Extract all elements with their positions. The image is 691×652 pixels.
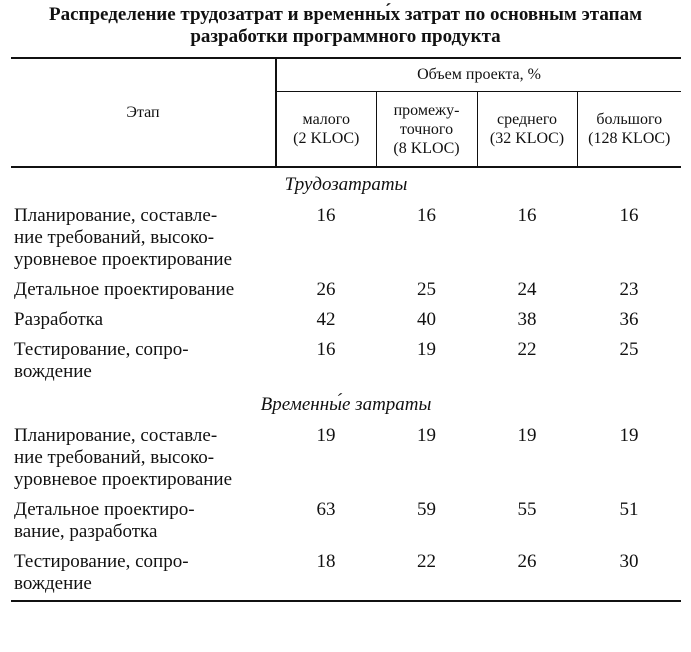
header-row-top [11,58,681,92]
size-header-line: промежу- [393,101,460,119]
value-cell: 16 [316,339,336,360]
table-title-line-2: разработки программного продукта [190,26,501,47]
stage-line: уровневое проектирование [14,469,233,490]
value-cell: 59 [417,499,436,520]
section-title: Временны́е затраты [260,394,432,415]
value-cell: 16 [517,205,537,226]
table-row [11,496,681,548]
size-header-line: малого [302,111,350,128]
size-header-line: большого [596,111,663,128]
size-header-medium [477,92,577,168]
size-header-line: точного [399,120,454,138]
value-cell: 23 [619,279,639,300]
value-cell: 16 [417,205,436,226]
value-cell: 19 [316,425,336,446]
size-header-large [577,92,681,168]
table-row [11,422,681,496]
project-volume-header: Объем проекта, % [276,58,681,92]
stage-cell [11,202,276,276]
value-cell: 30 [577,548,681,601]
stage-line: вождение [14,573,92,594]
stage-line: Детальное проектирование [14,279,235,300]
stage-line: Разработка [14,309,104,330]
stage-line: Тестирование, сопро- [14,339,189,360]
value-cell: 42 [316,309,336,330]
size-header-small [276,92,376,168]
stage-cell [11,548,276,601]
value-cell: 19 [619,425,639,446]
stage-line: Тестирование, сопро- [14,551,189,572]
size-header-intermediate [376,92,477,168]
section-row-labor [11,167,681,202]
stage-line: вание, разработка [14,521,158,542]
stage-column-header: Этап [11,58,276,167]
value-cell: 26 [477,548,577,601]
value-cell: 19 [417,339,436,360]
stage-line: уровневое проектирование [14,249,233,270]
value-cell: 36 [619,309,639,330]
stage-line: ние требований, высоко- [14,227,215,248]
value-cell: 24 [517,279,537,300]
section-title: Трудозатраты [284,174,408,195]
value-cell: 16 [316,205,336,226]
value-cell: 26 [316,279,336,300]
value-cell: 19 [517,425,537,446]
table-row [11,276,681,306]
stage-line: ние требований, высоко- [14,447,215,468]
size-header-line: (8 KLOC) [393,139,460,157]
stage-cell [11,336,276,388]
value-cell: 51 [619,499,639,520]
stage-cell [11,306,276,336]
value-cell: 16 [619,205,639,226]
stage-cell [11,422,276,496]
table-title-line-1: Распределение трудозатрат и временны́х затрат по основным этапам [48,4,643,25]
table-body [11,167,681,601]
stage-line: Планирование, составле- [14,425,218,446]
size-header-line: среднего [497,111,557,128]
stage-line: вождение [14,361,92,382]
table-row [11,336,681,388]
value-cell: 25 [417,279,436,300]
table-row [11,306,681,336]
effort-distribution-table [11,57,681,602]
stage-line: Планирование, составле- [14,205,218,226]
value-cell: 18 [276,548,376,601]
value-cell: 25 [619,339,639,360]
table-title [0,4,691,48]
table-row [11,202,681,276]
stage-cell [11,276,276,306]
stage-line: Детальное проектиро- [14,499,195,520]
section-row-time [11,388,681,422]
value-cell: 55 [517,499,537,520]
size-header-line: (32 KLOC) [489,130,565,147]
value-cell: 19 [417,425,436,446]
value-cell: 22 [517,339,537,360]
size-header-line: (2 KLOC) [293,130,360,147]
value-cell: 40 [417,309,436,330]
value-cell: 63 [316,499,336,520]
stage-cell [11,496,276,548]
size-header-line: (128 KLOC) [588,130,671,147]
value-cell: 22 [376,548,477,601]
table-row [11,548,681,601]
value-cell: 38 [517,309,537,330]
